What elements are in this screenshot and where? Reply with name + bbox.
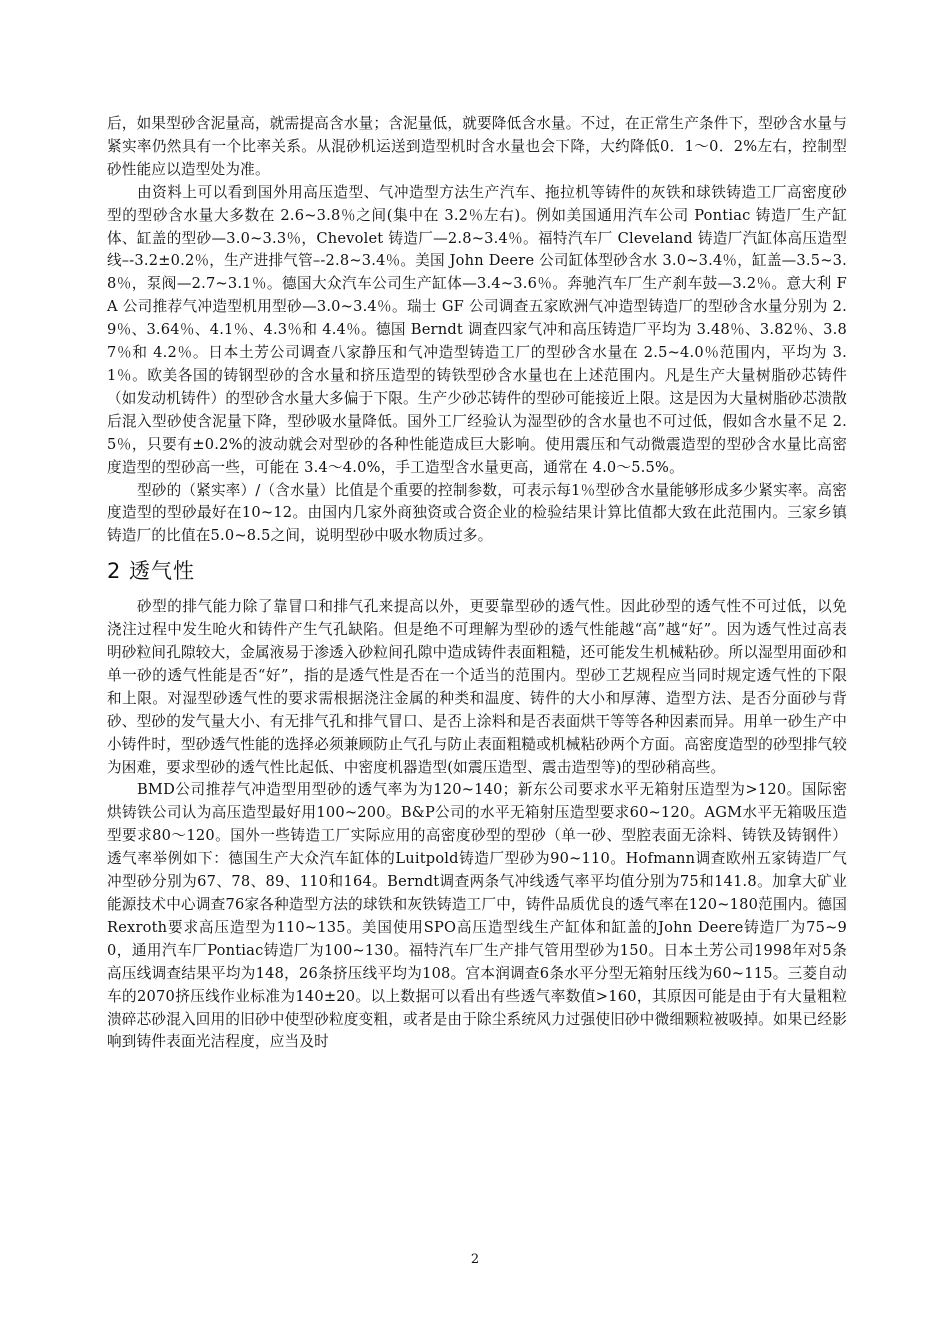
- page-number: 2: [470, 1252, 480, 1267]
- paragraph-permeability-data: BMD公司推荐气冲造型用型砂的透气率为为120~140；新东公司要求水平无箱射压造型为>120。国际密烘铸铁公司认为高压造型最好用100~200。B&P公司的水平无箱射压造型要求60~120。AGM水平无箱吸压造型要求80～120。国外一些铸造工厂实际应用的高密度砂型的型砂（单一砂、型腔表面无涂料、铸铁及铸钢件）透气率举例如下：德国生产大众汽车缸体的Luitpold铸造厂型砂为90~110。Hofmann调查欧州五家铸造厂气冲型砂分别为67、78、89、110和164。Berndt调查两条气冲线透气率平均值分别为75和141.8。加拿大矿业能源技术中心调查76家各种造型方法的球铁和灰铁铸造工厂中，铸件品质优良的透气率在120~180范围内。德国Rexroth要求高压造型为110~135。美国使用SPO高压造型线生产缸体和缸盖的John Deere铸造厂为75~90，通用汽车厂Pontiac铸造厂为100~130。福特汽车厂生产排气管用型砂为150。日本土芳公司1998年对5条高压线调查结果平均为148，26条挤压线平均为108。宫本润调查6条水平分型无箱射压线为60~115。三菱自动车的2070挤压线作业标准为140±20。以上数据可以看出有些透气率数值>160，其原因可能是由于有大量粗粒溃碎芯砂混入回用的旧砂中使型砂粒度变粗，或者是由于除尘系统风力过强使旧砂中微细颗粒被吸掉。如果已经影响到铸件表面光洁程度，应当及时: [107, 781, 847, 1051]
- paragraph-compactability-ratio: 型砂的（紧实率）/（含水量）比值是个重要的控制参数，可表示每1％型砂含水量能够形成多少紧实率。高密度造型的型砂最好在10~12。由国内几家外商独资或合资企业的检验结果计算比值都大致在此范围内。三家乡镇铸造厂的比值在5.0~8.5之间，说明型砂中吸水物质过多。: [107, 481, 847, 545]
- paragraph-permeability-intro: 砂型的排气能力除了靠冒口和排气孔来提高以外，更要靠型砂的透气性。因此砂型的透气性不可过低，以免浇注过程中发生呛火和铸件产生气孔缺陷。但是绝不可理解为型砂的透气性能越“高”越“好”。因为透气性过高表明砂粒间孔隙较大，金属液易于渗透入砂粒间孔隙中造成铸件表面粗糙，还可能发生机械粘砂。所以湿型用面砂和单一砂的透气性能是否“好”，指的是透气性是否在一个适当的范围内。型砂工艺规程应当同时规定透气性的下限和上限。对湿型砂透气性的要求需根据浇注金属的种类和温度、铸件的大小和厚薄、造型方法、是否分面砂与背砂、型砂的发气量大小、有无排气孔和排气冒口、是否上涂料和是否表面烘干等等各种因素而异。用单一砂生产中小铸件时，型砂透气性能的选择必须兼顾防止气孔与防止表面粗糙或机械粘砂两个方面。高密度造型的砂型排气较为困难，要求型砂的透气性比起低、中密度机器造型(如震压造型、震击造型等)的型砂稍高些。: [107, 598, 847, 776]
- page-body: [107, 113, 847, 1054]
- section-heading-permeability: 2 透气性: [107, 559, 196, 584]
- paragraph-continuation: 后，如果型砂含泥量高，就需提高含水量；含泥量低，就要降低含水量。不过，在正常生产条件下，型砂含水量与紧实率仍然具有一个比率关系。从混砂机运送到造型机时含水量也会下降，大约降低0．1～0．2%左右，控制型砂性能应以造型处为准。: [107, 115, 847, 178]
- paragraph-moisture-data: 由资料上可以看到国外用高压造型、气冲造型方法生产汽车、拖拉机等铸件的灰铁和球铁铸造工厂高密度砂型的型砂含水量大多数在 2.6~3.8％之间(集中在 3.2％左右)。例如美国通用汽车公司 Pontiac 铸造厂生产缸体、缸盖的型砂—3.0~3.3％，Chevolet 铸造厂—2.8~3.4％。福特汽车厂 Cleveland 铸造厂汽缸体高压造型线–-3.2±0.2％，生产进排气管–-2.8~3.4％。美国 John Deere 公司缸体型砂含水 3.0~3.4％，缸盖—3.5~3.8％，泵阀—2.7~3.1％。德国大众汽车公司生产缸体—3.4~3.6％。奔驰汽车厂生产刹车鼓—3.2％。意大利 FA 公司推荐气冲造型机用型砂—3.0~3.4％。瑞士 GF 公司调查五家欧洲气冲造型铸造厂的型砂含水量分别为 2.9％、3.64％、4.1％、4.3％和 4.4％。德国 Berndt 调查四家气冲和高压铸造厂平均为 3.48％、3.82％、3.87％和 4.2％。日本土芳公司调查八家静压和气冲造型铸造工厂的型砂含水量在 2.5~4.0％范围内，平均为 3.1％。欧美各国的铸钢型砂的含水量和挤压造型的铸铁型砂含水量也在上述范围内。凡是生产大量树脂砂芯铸件（如发动机铸件）的型砂含水量大多偏于下限。生产少砂芯铸件的型砂可能接近上限。这是因为大量树脂砂芯溃散后混入型砂使含泥量下降，型砂吸水量降低。国外工厂经验认为湿型砂的含水量也不可过低，假如含水量不足 2.5％，只要有±0.2%的波动就会对型砂的各种性能造成巨大影响。使用震压和气动微震造型的型砂含水量比高密度造型的型砂高一些，可能在 3.4～4.0%，手工造型含水量更高，通常在 4.0～5.5%。: [107, 183, 847, 476]
